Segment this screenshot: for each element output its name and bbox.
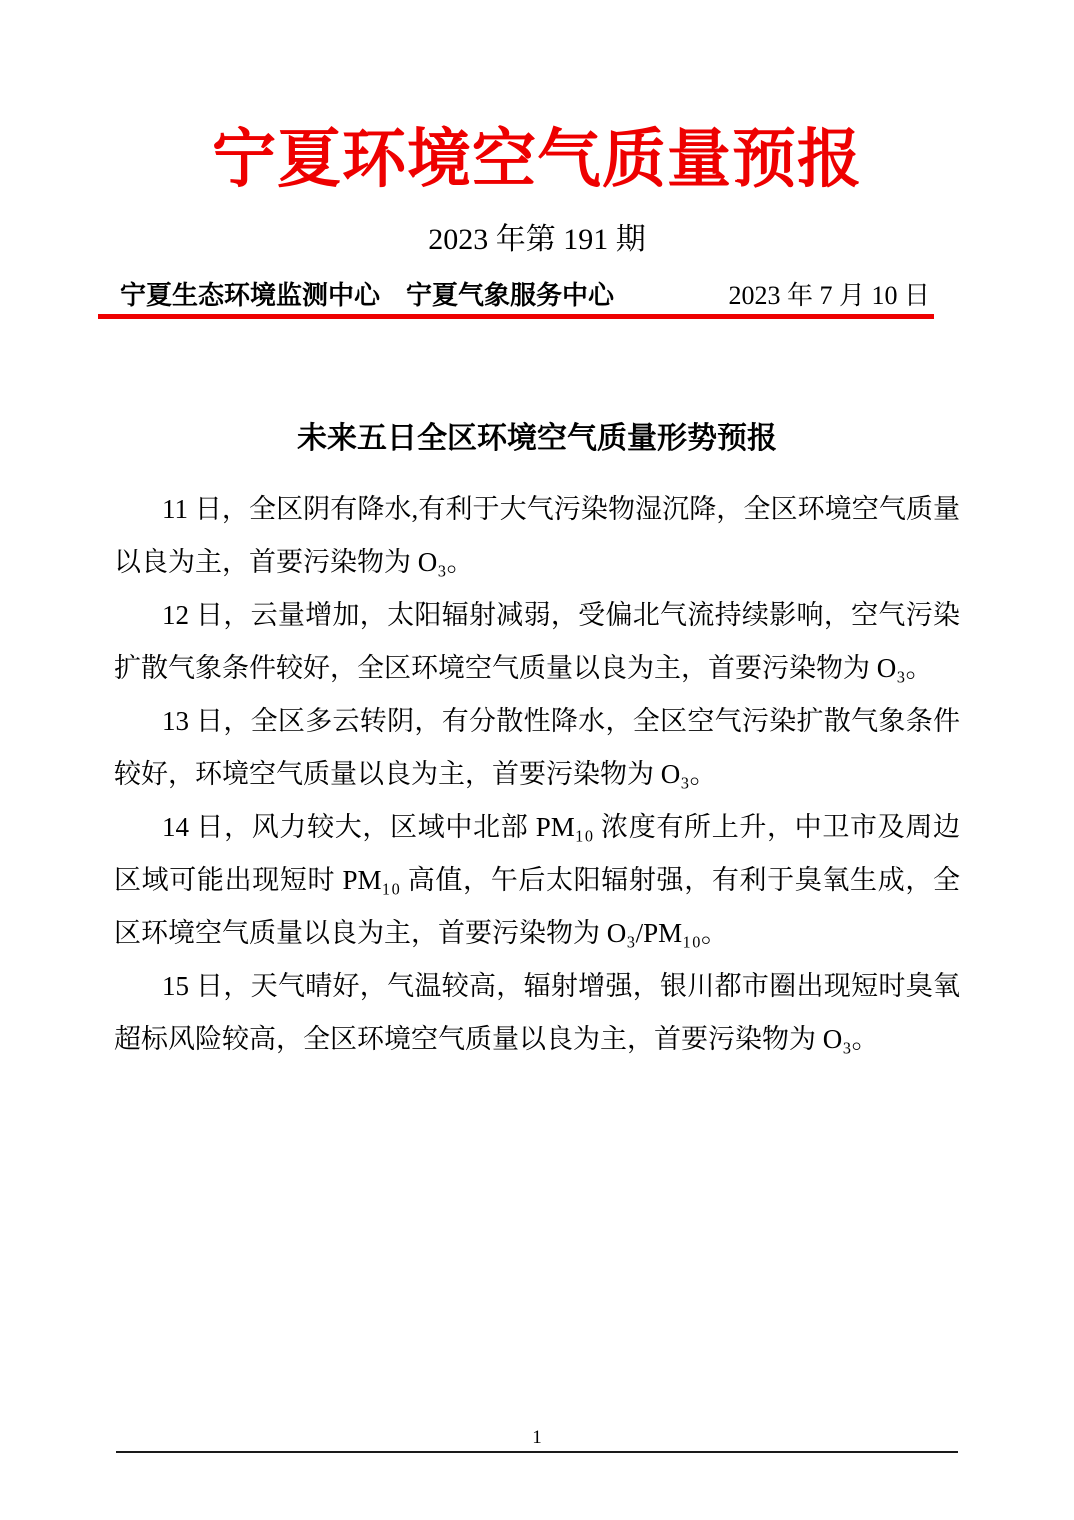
masthead-row bbox=[114, 280, 960, 312]
forecast-paragraph-day12: 12 日，云量增加，太阳辐射减弱，受偏北气流持续影响，空气污染扩散气象条件较好，全区环境空气质量以良为主，首要污染物为 O₃。 bbox=[114, 600, 960, 683]
publish-date: 2023 年 7 月 10 日 bbox=[728, 281, 930, 310]
footer-rule bbox=[116, 1451, 958, 1453]
page-title: 宁夏环境空气质量预报 bbox=[212, 124, 862, 195]
forecast-paragraph-day14: 14 日，风力较大，区域中北部 PM₁₀ 浓度有所上升，中卫市及周边区域可能出现短时 PM₁₀ 高值，午后太阳辐射强，有利于臭氧生成，全区环境空气质量以良为主，首要污染物为 O₃/PM₁₀。 bbox=[114, 812, 960, 948]
forecast-paragraph-day15: 15 日，天气晴好，气温较高，辐射增强，银川都市圈出现短时臭氧超标风险较高，全区环境空气质量以良为主，首要污染物为 O₃。 bbox=[114, 971, 960, 1054]
red-divider-rule bbox=[98, 314, 934, 319]
publisher-names: 宁夏生态环境监测中心 宁夏气象服务中心 bbox=[120, 281, 615, 310]
forecast-paragraph-day13: 13 日，全区多云转阴，有分散性降水，全区空气污染扩散气象条件较好，环境空气质量以良为主，首要污染物为 O₃。 bbox=[114, 706, 960, 789]
issue-number: 2023 年第 191 期 bbox=[428, 223, 646, 256]
document-body bbox=[114, 483, 960, 1066]
page-number: 1 bbox=[532, 1427, 542, 1448]
forecast-paragraph-day11: 11 日，全区阴有降水,有利于大气污染物湿沉降，全区环境空气质量以良为主，首要污染物为 O₃。 bbox=[114, 494, 960, 577]
section-title: 未来五日全区环境空气质量形势预报 bbox=[297, 422, 777, 455]
